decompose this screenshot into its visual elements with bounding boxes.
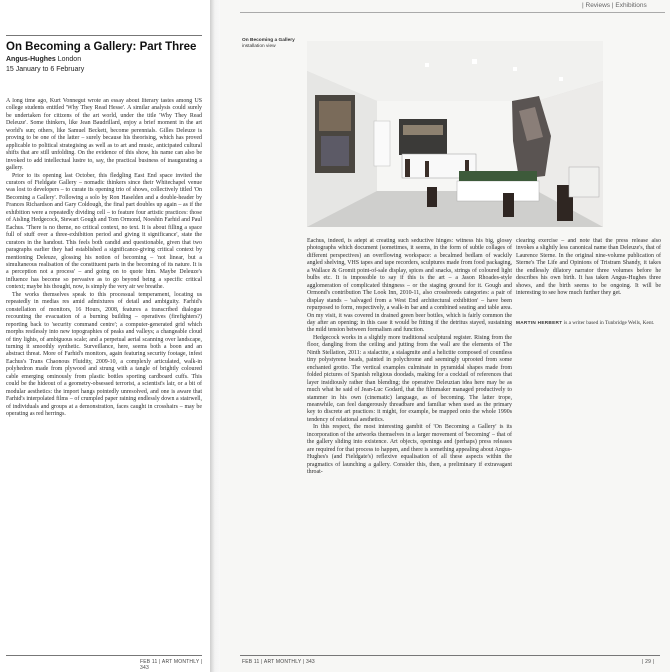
header-rule bbox=[240, 12, 665, 13]
left-body-column bbox=[6, 98, 202, 646]
body-paragraph: In this respect, the most interesting gambit of 'On Becoming a Gallery' is its incorporation of the artworks themselves in a larger movement of 'becoming' – that of the gallery sliding into existence. Art objects, openings and (perhaps) press releases are required for that process to happen, and there is something appealing about Angus-Hughes's (and Fieldgate's) reflexive equalisation of all these aspects within the pragmatics of launching a gallery. Consider this, then, a preliminary if extravagant throat- bbox=[307, 424, 512, 476]
review-dates: 15 January to 6 February bbox=[6, 66, 85, 73]
review-title: On Becoming a Gallery: Part Three bbox=[6, 41, 197, 53]
author-bio: is a writer based in Tunbridge Wells, Kent. bbox=[563, 320, 655, 326]
author-name: MARTIN HERBERT bbox=[516, 320, 563, 325]
body-paragraph: A long time ago, Kurt Vonnegut wrote an essay about literary tastes among US college students entitled 'Why They Read Hesse'. A similar analysis could surely be undertaken for citizens of the art world, under the title 'Why They Read Deleuze'. Some thinkers, like Jean Baudrillard, enjoy a brief moment in the art world's sun; others, like Samuel Beckett, become perennials. Gilles Deleuze is proving to be one of the latter – surely because his theorising, which has proved applicable to political strategising as well as to art and music, anticipated cultural shifts that are still unfolding. On the evidence of this show, his name can also be invoked to add intellectual lustre to, say, the practical business of inaugurating a gallery. bbox=[6, 98, 202, 172]
body-paragraph: Eachus, indeed, is adept at creating such seductive hinges: witness his big, glossy photographs which document (sometimes, it seems, in the form of subtle collages of different perspectives) an overflowing workspace: a becalmed bedlam of wackily angled shelving, VHS tapes and tape recorders, sculptures made from food packaging, a Wallace & Gromit point-of-sale display, spices and snacks, strings of coloured light bulbs etc. It is impossible to say if this is the art – a Jason Rhoades-style agglomeration of complicated thingness – or the staging ground for it. Gough and Ormond's contribution The Look Inn, 2010-11, also crossbreeds categories: a pair of display stands – 'salvaged from a West End architectural exhibition' – have been repurposed to form, respectively, a walk-in bar and a combined seating and table area. On my visit, it was covered in drained green beer bottles, which is fairly common the day after an opening; in this case it would be fitting if the detritus stayed, sustaining the mild tension between formalism and function. bbox=[307, 238, 512, 334]
footer-rule bbox=[6, 655, 202, 656]
body-paragraph: Hedgecock works in a slightly more traditional sculptural register. Rising from the floor, dangling from the ceiling and jutting from the wall are the elements of The Ninth Stellation, 2011: a stalactite, a stalagmite and a helictite composed of countless tiny polystyrene beads, painted in polychrome and seemingly uprooted from some enchanted grotto. The vertical examples culminate in pyramidal shapes made from folded pictures of Spanish religious doodads, making for a cocktail of references that layer insidiously rather than blending; the operative Deleuzian idea here may be as much what he said of Jean-Luc Godard, that the filmmaker managed productively to stammer in his own (cinematic) language, as of becoming. The latter trope, meanwhile, can feel dangerously threadbare and familiar when used as the primary key to discrete art practices: it might, for example, be mapped onto the whole 1990s tendency of relational aesthetics. bbox=[307, 334, 512, 423]
author-credit bbox=[516, 319, 661, 327]
left-footer: FEB 11 | ART MONTHLY | 343 bbox=[140, 659, 203, 671]
right-body-column bbox=[516, 238, 661, 318]
middle-body-column bbox=[307, 238, 512, 648]
body-paragraph: The works themselves speak to this processual temperament, locating us repeatedly in medias res amid admixtures of detail and ambiguity. Farhid's constellation of monitors, 16 Hours, 2008, features a transcribed dialogue recounting the evacuation of a burning building – operatives (firefighters?) reporting back to 'security command centre'; a computer-generated grid which morphs restlessly into new topographies of peaks and valleys; a changeable cloud of tiny lights, of ambiguous scale; and a perpetual aerial scanning over landscape, turning it smoothly synthetic. Surveillance, here, seems both a boon and an abstract threat. More of Farhid's monitors, again featuring security footage, infest Eachus's Trans Chaonous Fluidity, 2009-10, a complexly articulated, walk-in polyhedron made from plywood and strung with a tangle of brightly coloured cable emerging ominously from plastic bottles sporting cardboard cuffs. This could be the hideout of a geometry-obsessed terrorist, a scientist's lair, or a bit of modular aesthetics: the import hangs pointedly unresolved, and one is aware that Farhid's interpolated films – of crumpled paper raining endlessly down a stairwell, of individuals and groups at a demonstration, faces caught in crosshairs – may be operating as red herrings. bbox=[6, 291, 202, 418]
caption-subtitle: installation view bbox=[242, 44, 276, 49]
page-number: | 29 | bbox=[642, 659, 655, 665]
installation-photo bbox=[307, 41, 603, 227]
body-paragraph: clearing exercise – and note that the press release also invokes a slightly less canonical name than Deleuze's, that of Laurence Sterne. In the original nine-volume publication of Sterne's The Life and Opinions of Tristram Shandy, it takes the endlessly dilatory narrator three volumes before he describes his own birth. It has taken Angus-Hughes three shows, and the birth seems to be ongoing. It will be interesting to see how much further they get. bbox=[516, 238, 661, 297]
section-label: | Reviews | Exhibitions bbox=[582, 2, 647, 9]
left-page bbox=[0, 0, 212, 672]
review-venue bbox=[6, 56, 81, 63]
venue-city: London bbox=[57, 56, 82, 63]
photo-caption bbox=[242, 38, 295, 50]
right-footer: FEB 11 | ART MONTHLY | 343 bbox=[242, 659, 315, 665]
installation-illustration bbox=[307, 41, 603, 227]
top-rule bbox=[6, 35, 202, 36]
right-footer-rule bbox=[240, 655, 660, 656]
venue-name: Angus-Hughes bbox=[6, 56, 56, 63]
body-paragraph: Prior to its opening last October, this fledgling East End space invited the curators of Fieldgate Gallery – nomadic thinkers since their Whitechapel venue was lost to developers – to curate its opening trio of shows, collectively titled 'On Becoming a Gallery'. Following a solo by Ron Haselden and a double-header by Frances Richardson and Gary Coldough, the final part doubles up again – as if the exhibition were a repeatedly dividing cell – to feature four artistic practices: those of Aisling Hedgecock, Stewart Gough and Tom Ormond, Noeshin Farhid and Paul Eachus. 'There is no theme, no critical context, no text. It is about filling a space full of stuff over a three-exhibition period and giving it significance', state the curators in the handout. This feels both candid and questionable, given that two paragraphs earlier they had established a significance-giving critical context by mentioning Deleuze, glossing his notion of becoming – 'not linear, but a simultaneous realisation of the constituent parts in the becoming of its nature. It is a perception not a process' – and going on to quote him. Maybe Deleuze's influence has become so pervasive as to go beyond being a specific critical context; maybe his thought, now, is simply the very air we breathe. bbox=[6, 172, 202, 291]
caption-title: On Becoming a Gallery bbox=[242, 38, 295, 43]
